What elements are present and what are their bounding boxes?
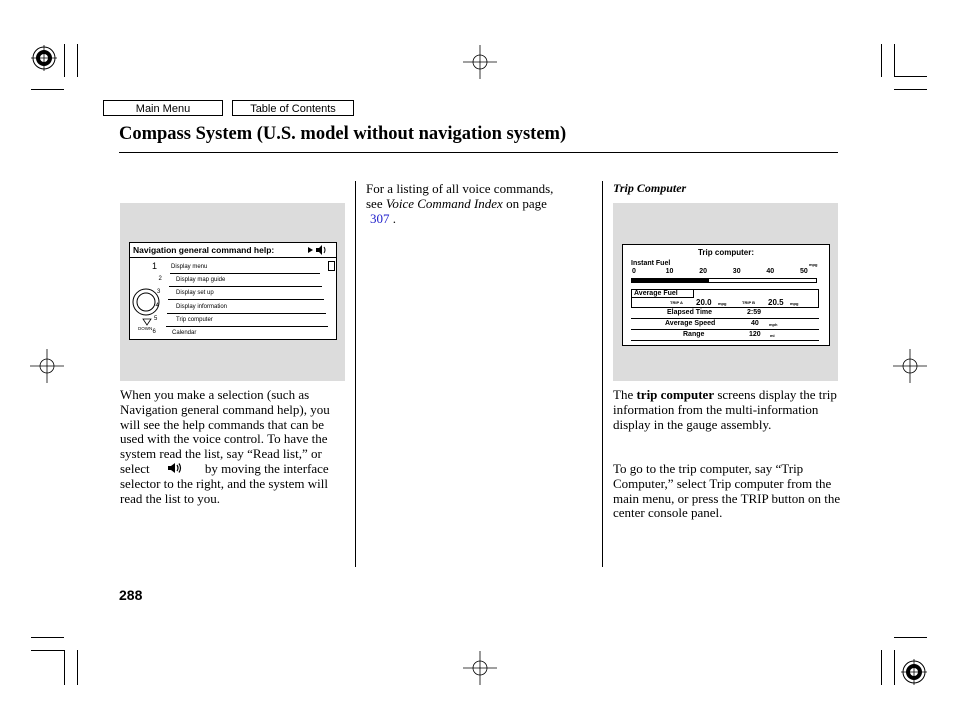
middle-period: . — [392, 210, 396, 226]
right-para1-post: screens display the trip information from the multi-information display in the gauge assembly. — [613, 387, 837, 432]
left-paragraph-end: by moving the interface selector to the right, and the system will read the list to you. — [120, 460, 329, 506]
right-paragraph-2 — [613, 462, 841, 521]
help-item-number: 3 — [157, 289, 161, 296]
help-item-number: 2 — [158, 276, 162, 283]
help-item-divider — [166, 326, 328, 327]
down-arrow-icon — [142, 318, 152, 326]
voice-command-index-ref: Voice Command Index — [385, 195, 503, 211]
average-fuel-label: Average Fuel — [634, 290, 678, 297]
registration-crosshair-icon — [463, 651, 497, 685]
help-item-divider — [169, 286, 322, 287]
left-paragraph — [120, 388, 348, 506]
scale-tick-label: 30 — [732, 268, 741, 275]
table-of-contents-button[interactable]: Table of Contents — [232, 100, 354, 116]
column-divider — [602, 181, 603, 567]
help-item-divider — [167, 313, 326, 314]
scale-tick-label: 0 — [632, 268, 636, 275]
right-para1-pre: The — [613, 387, 634, 402]
play-speaker-icon — [307, 245, 329, 255]
trip-computer-heading: Trip Computer — [613, 181, 687, 195]
help-item-label[interactable]: Display set up — [176, 290, 214, 297]
trip-b-label: TRIP B — [742, 300, 756, 305]
instant-fuel-label: Instant Fuel — [631, 260, 671, 267]
title-rule — [119, 152, 838, 153]
scale-tick-label: 10 — [665, 268, 674, 275]
trip-a-unit: mpg — [718, 301, 727, 306]
help-screen — [129, 242, 337, 340]
instant-fuel-bar — [631, 278, 817, 283]
help-item-label[interactable]: Display information — [176, 303, 228, 310]
trip-b-value: 20.5 — [768, 298, 784, 307]
scale-tick-label: 40 — [766, 268, 775, 275]
elapsed-time-value: 2:59 — [747, 309, 762, 316]
trip-a-label: TRIP A — [670, 300, 683, 305]
middle-paragraph — [366, 182, 596, 226]
registration-crosshair-icon — [893, 349, 927, 383]
column-divider — [355, 181, 356, 567]
down-label: DOWN — [138, 326, 153, 331]
scale-tick-label: 50 — [800, 268, 808, 275]
right-para2-text: To go to the trip computer, say “Trip Computer,” select Trip computer from the main menu, or press the TRIP button on the center console panel. — [613, 461, 841, 521]
speaker-icon — [167, 462, 193, 474]
help-item-divider — [170, 273, 320, 274]
registration-target-icon — [31, 45, 61, 75]
average-fuel-box — [631, 289, 819, 308]
registration-target-icon — [900, 658, 930, 688]
trip-a-value: 20.0 — [696, 298, 712, 307]
help-item-number: 4 — [155, 302, 159, 309]
main-menu-button[interactable]: Main Menu — [103, 100, 223, 116]
help-item-label[interactable]: Display map guide — [176, 277, 226, 284]
scale-tick-label: 20 — [699, 268, 707, 275]
page-number: 288 — [119, 587, 143, 603]
trip-computer-screen — [622, 244, 830, 346]
trip-computer-term: trip computer — [636, 387, 715, 402]
elapsed-time-label: Elapsed Time — [667, 309, 713, 316]
right-paragraph-1 — [613, 388, 841, 432]
help-item-label[interactable]: Calendar — [172, 330, 197, 336]
middle-see: see — [366, 195, 383, 211]
registration-crosshair-icon — [30, 349, 64, 383]
scale-unit: mpg — [809, 262, 818, 267]
left-paragraph-text: When you make a selection (such as Navigation general command help), you will see the help commands that can be used with the voice control. To have the system read the list, say “Read list,” or select — [120, 387, 330, 476]
help-item-number: 1 — [152, 261, 158, 271]
trip-b-unit: mpg — [790, 301, 799, 306]
page-title: Compass System (U.S. model without navigation system) — [119, 124, 567, 144]
range-value: 120 — [749, 331, 761, 338]
middle-on-page: on page — [506, 195, 547, 211]
average-speed-unit: mph — [769, 322, 778, 327]
average-speed-label: Average Speed — [665, 320, 716, 327]
voice-help-illustration — [120, 203, 345, 381]
registration-crosshair-icon — [463, 45, 497, 79]
range-label: Range — [683, 331, 705, 338]
trip-screen-title: Trip computer: — [697, 248, 754, 257]
help-item-label[interactable]: Display menu — [171, 264, 208, 270]
help-item-number: 5 — [154, 315, 158, 322]
trip-computer-illustration — [613, 203, 838, 381]
instant-fuel-bar-fill — [632, 279, 709, 282]
help-screen-header: Navigation general command help: — [133, 245, 275, 255]
average-speed-value: 40 — [751, 320, 759, 327]
help-item-divider — [168, 299, 324, 300]
help-item-label[interactable]: Trip computer — [176, 316, 213, 323]
help-item-number: 6 — [152, 329, 156, 335]
scrollbar — [328, 261, 335, 271]
range-unit: mi — [770, 333, 775, 338]
page-307-link[interactable]: 307 — [370, 210, 390, 226]
middle-line1: For a listing of all voice commands, — [366, 181, 554, 196]
